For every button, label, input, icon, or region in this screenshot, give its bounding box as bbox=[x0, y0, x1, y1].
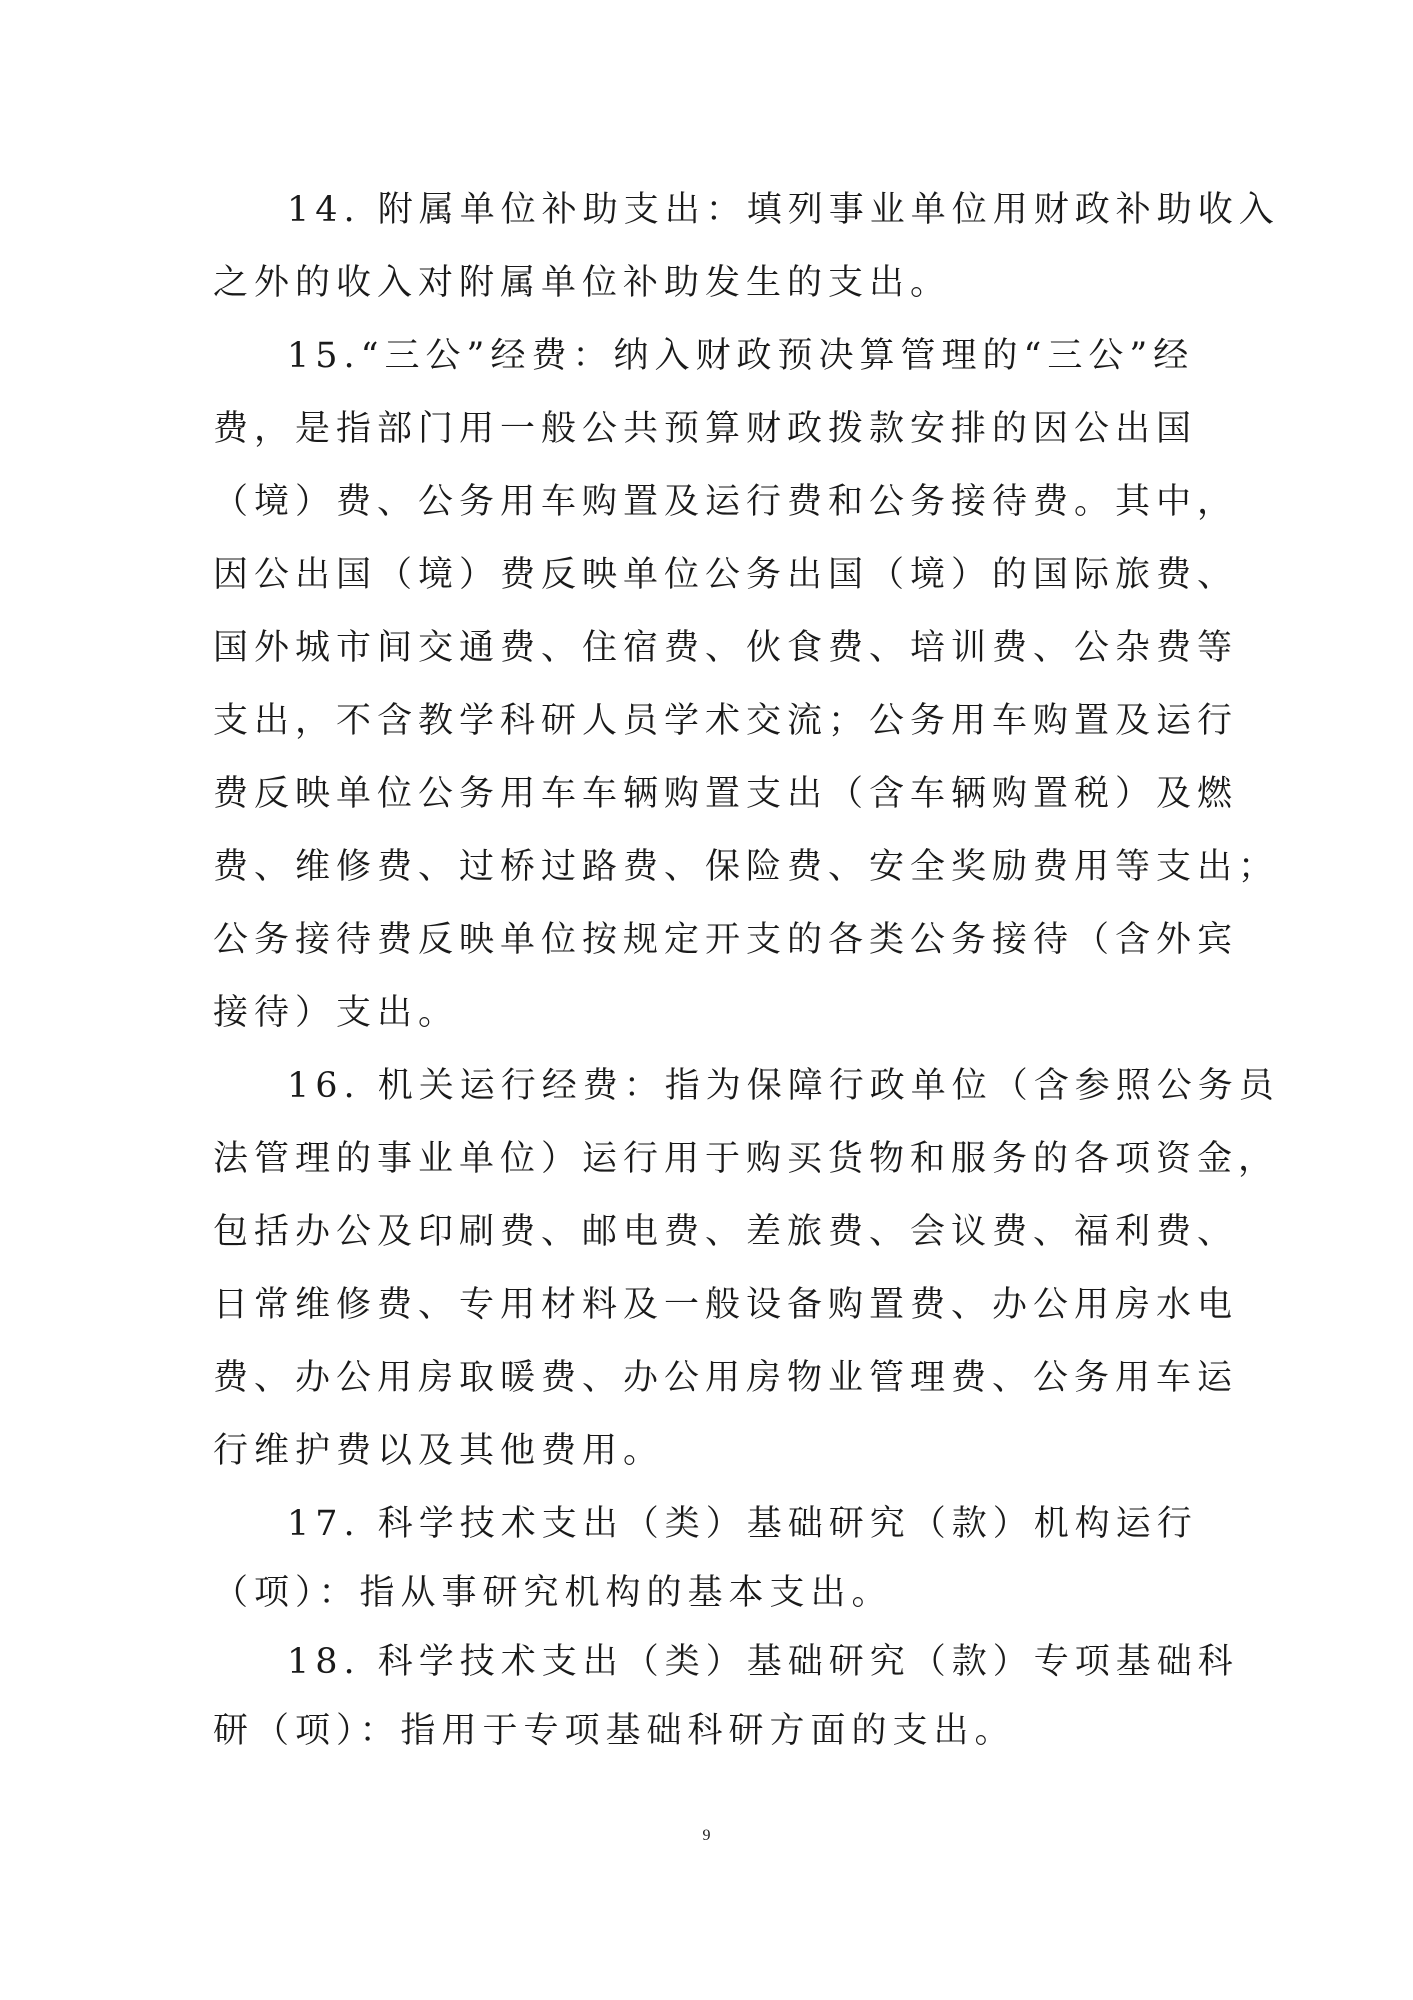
text-line: 费、维修费、过桥过路费、保险费、安全奖励费用等支出； bbox=[213, 847, 1280, 887]
text-line: 行维护费以及其他费用。 bbox=[213, 1431, 665, 1471]
text-line: 研（项）：指用于专项基础科研方面的支出。 bbox=[213, 1711, 1016, 1751]
text-line: 包括办公及印刷费、邮电费、差旅费、会议费、福利费、 bbox=[213, 1212, 1239, 1252]
text-line-16-start: 16. 机关运行经费：指为保障行政单位（含参照公务员 bbox=[287, 1066, 1280, 1106]
text-line: 公务接待费反映单位按规定开支的各类公务接待（含外宾 bbox=[213, 920, 1239, 960]
text-line-15-start: 15.“三公”经费：纳入财政预决算管理的“三公”经 bbox=[287, 336, 1195, 376]
text-line: （项）：指从事研究机构的基本支出。 bbox=[213, 1573, 893, 1613]
text-line: 日常维修费、专用材料及一般设备购置费、办公用房水电 bbox=[213, 1285, 1239, 1325]
page-number: 9 bbox=[702, 1827, 711, 1844]
text-line: 之外的收入对附属单位补助发生的支出。 bbox=[213, 263, 952, 303]
text-line: 费反映单位公务用车车辆购置支出（含车辆购置税）及燃 bbox=[213, 774, 1239, 814]
text-line-17-start: 17. 科学技术支出（类）基础研究（款）机构运行 bbox=[287, 1504, 1198, 1544]
text-line: 接待）支出。 bbox=[213, 993, 460, 1033]
text-line-18-start: 18. 科学技术支出（类）基础研究（款）专项基础科 bbox=[287, 1642, 1239, 1682]
text-line: 支出，不含教学科研人员学术交流；公务用车购置及运行 bbox=[213, 701, 1239, 741]
text-line: 费，是指部门用一般公共预算财政拨款安排的因公出国 bbox=[213, 409, 1198, 449]
text-line: 因公出国（境）费反映单位公务出国（境）的国际旅费、 bbox=[213, 555, 1239, 595]
text-line: 国外城市间交通费、住宿费、伙食费、培训费、公杂费等 bbox=[213, 628, 1239, 668]
text-line: 费、办公用房取暖费、办公用房物业管理费、公务用车运 bbox=[213, 1358, 1239, 1398]
text-line: （境）费、公务用车购置及运行费和公务接待费。其中， bbox=[213, 482, 1239, 522]
text-line-14-start: 14. 附属单位补助支出：填列事业单位用财政补助收入 bbox=[287, 190, 1280, 230]
text-line: 法管理的事业单位）运行用于购买货物和服务的各项资金， bbox=[213, 1139, 1280, 1179]
